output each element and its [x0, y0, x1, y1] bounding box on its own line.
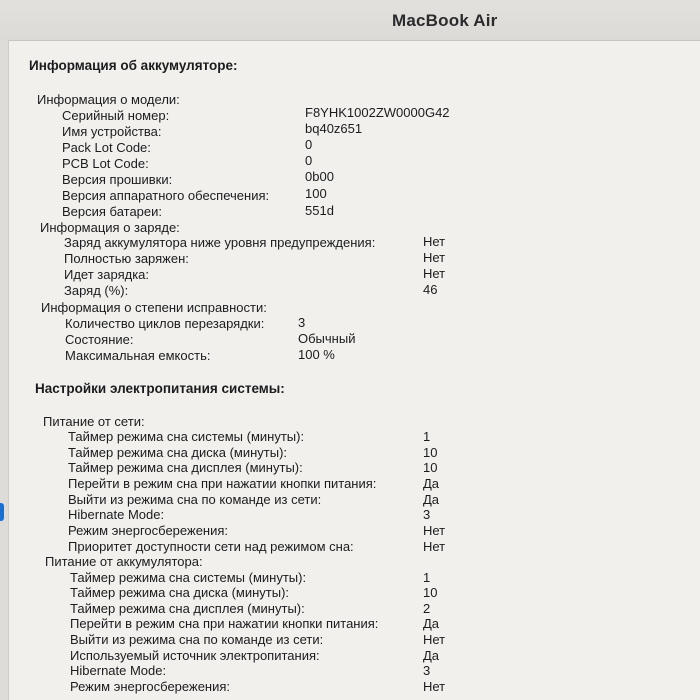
- battery-display-sleep-value: 2: [423, 601, 431, 616]
- sidebar-selection-indicator: [0, 503, 4, 521]
- condition-value: Обычный: [298, 331, 356, 346]
- charge-info-group-label: Информация о заряде:: [40, 220, 180, 235]
- below-warning-level-value: Нет: [423, 234, 446, 249]
- firmware-version-label: Версия прошивки:: [62, 172, 173, 187]
- battery-low-power-mode-label: Режим энергосбережения:: [70, 679, 231, 694]
- ac-power-group-label: Питание от сети:: [43, 414, 145, 429]
- ac-sleep-on-power-button-value: Да: [423, 476, 440, 491]
- battery-system-sleep-label: Таймер режима сна системы (минуты):: [70, 570, 307, 585]
- ac-low-power-mode-label: Режим энергосбережения:: [68, 523, 229, 538]
- battery-version-value: 551d: [305, 203, 334, 218]
- condition-label: Состояние:: [65, 332, 134, 347]
- ac-display-sleep-value: 10: [423, 460, 438, 475]
- cycle-count-value: 3: [298, 315, 306, 330]
- ac-system-sleep-value: 1: [423, 429, 431, 444]
- battery-power-group-label: Питание от аккумулятора:: [45, 554, 203, 569]
- ac-wake-on-lan-value: Да: [423, 492, 440, 507]
- ac-hibernate-mode-label: Hibernate Mode:: [68, 507, 165, 522]
- title-bar[interactable]: [0, 0, 700, 41]
- ac-hibernate-mode-value: 3: [423, 507, 431, 522]
- hardware-version-value: 100: [305, 186, 327, 201]
- battery-disk-sleep-label: Таймер режима сна диска (минуты):: [70, 585, 290, 600]
- model-info-group-label: Информация о модели:: [37, 92, 180, 107]
- battery-wake-on-lan-label: Выйти из режима сна по команде из сети:: [70, 632, 324, 647]
- charging-value: Нет: [423, 266, 446, 281]
- battery-disk-sleep-value: 10: [423, 585, 438, 600]
- pcb-lot-code-value: 0: [305, 153, 313, 168]
- fully-charged-value: Нет: [423, 250, 446, 265]
- ac-disk-sleep-value: 10: [423, 445, 438, 460]
- serial-number-label: Серийный номер:: [62, 108, 170, 123]
- battery-sleep-on-power-button-label: Перейти в режим сна при нажатии кнопки питания:: [70, 616, 379, 631]
- serial-number-value: F8YHK1002ZW0000G42: [305, 105, 450, 120]
- device-name-label: Имя устройства:: [62, 124, 162, 139]
- ac-network-priority-label: Приоритет доступности сети над режимом сна:: [68, 539, 354, 554]
- battery-current-power-source-value: Да: [423, 648, 440, 663]
- hardware-version-label: Версия аппаратного обеспечения:: [62, 188, 270, 203]
- device-name-value: bq40z651: [305, 121, 363, 136]
- charge-percent-value: 46: [423, 282, 438, 297]
- power-section-heading: Настройки электропитания системы:: [35, 381, 285, 396]
- battery-section-heading: Информация об аккумуляторе:: [29, 58, 238, 73]
- charging-label: Идет зарядка:: [64, 267, 150, 282]
- sidebar-edge[interactable]: [0, 40, 9, 700]
- pcb-lot-code-label: PCB Lot Code:: [62, 156, 149, 171]
- ac-disk-sleep-label: Таймер режима сна диска (минуты):: [68, 445, 288, 460]
- health-info-group-label: Информация о степени исправности:: [41, 300, 267, 315]
- ac-display-sleep-label: Таймер режима сна дисплея (минуты):: [68, 460, 303, 475]
- ac-wake-on-lan-label: Выйти из режима сна по команде из сети:: [68, 492, 322, 507]
- ac-low-power-mode-value: Нет: [423, 523, 446, 538]
- pack-lot-code-value: 0: [305, 137, 313, 152]
- battery-display-sleep-label: Таймер режима сна дисплея (минуты):: [70, 601, 305, 616]
- ac-sleep-on-power-button-label: Перейти в режим сна при нажатии кнопки питания:: [68, 476, 377, 491]
- firmware-version-value: 0b00: [305, 169, 334, 184]
- battery-system-sleep-value: 1: [423, 570, 431, 585]
- window-title: MacBook Air: [392, 11, 498, 30]
- max-capacity-value: 100 %: [298, 347, 335, 362]
- battery-low-power-mode-value: Нет: [423, 679, 446, 694]
- max-capacity-label: Максимальная емкость:: [65, 348, 211, 363]
- below-warning-level-label: Заряд аккумулятора ниже уровня предупреждения:: [64, 235, 376, 250]
- ac-system-sleep-label: Таймер режима сна системы (минуты):: [68, 429, 305, 444]
- pack-lot-code-label: Pack Lot Code:: [62, 140, 151, 155]
- ac-network-priority-value: Нет: [423, 539, 446, 554]
- cycle-count-label: Количество циклов перезарядки:: [65, 316, 265, 331]
- charge-percent-label: Заряд (%):: [64, 283, 129, 298]
- battery-hibernate-mode-label: Hibernate Mode:: [70, 663, 167, 678]
- battery-hibernate-mode-value: 3: [423, 663, 431, 678]
- battery-version-label: Версия батареи:: [62, 204, 163, 219]
- battery-wake-on-lan-value: Нет: [423, 632, 446, 647]
- battery-sleep-on-power-button-value: Да: [423, 616, 440, 631]
- battery-current-power-source-label: Используемый источник электропитания:: [70, 648, 320, 663]
- fully-charged-label: Полностью заряжен:: [64, 251, 189, 266]
